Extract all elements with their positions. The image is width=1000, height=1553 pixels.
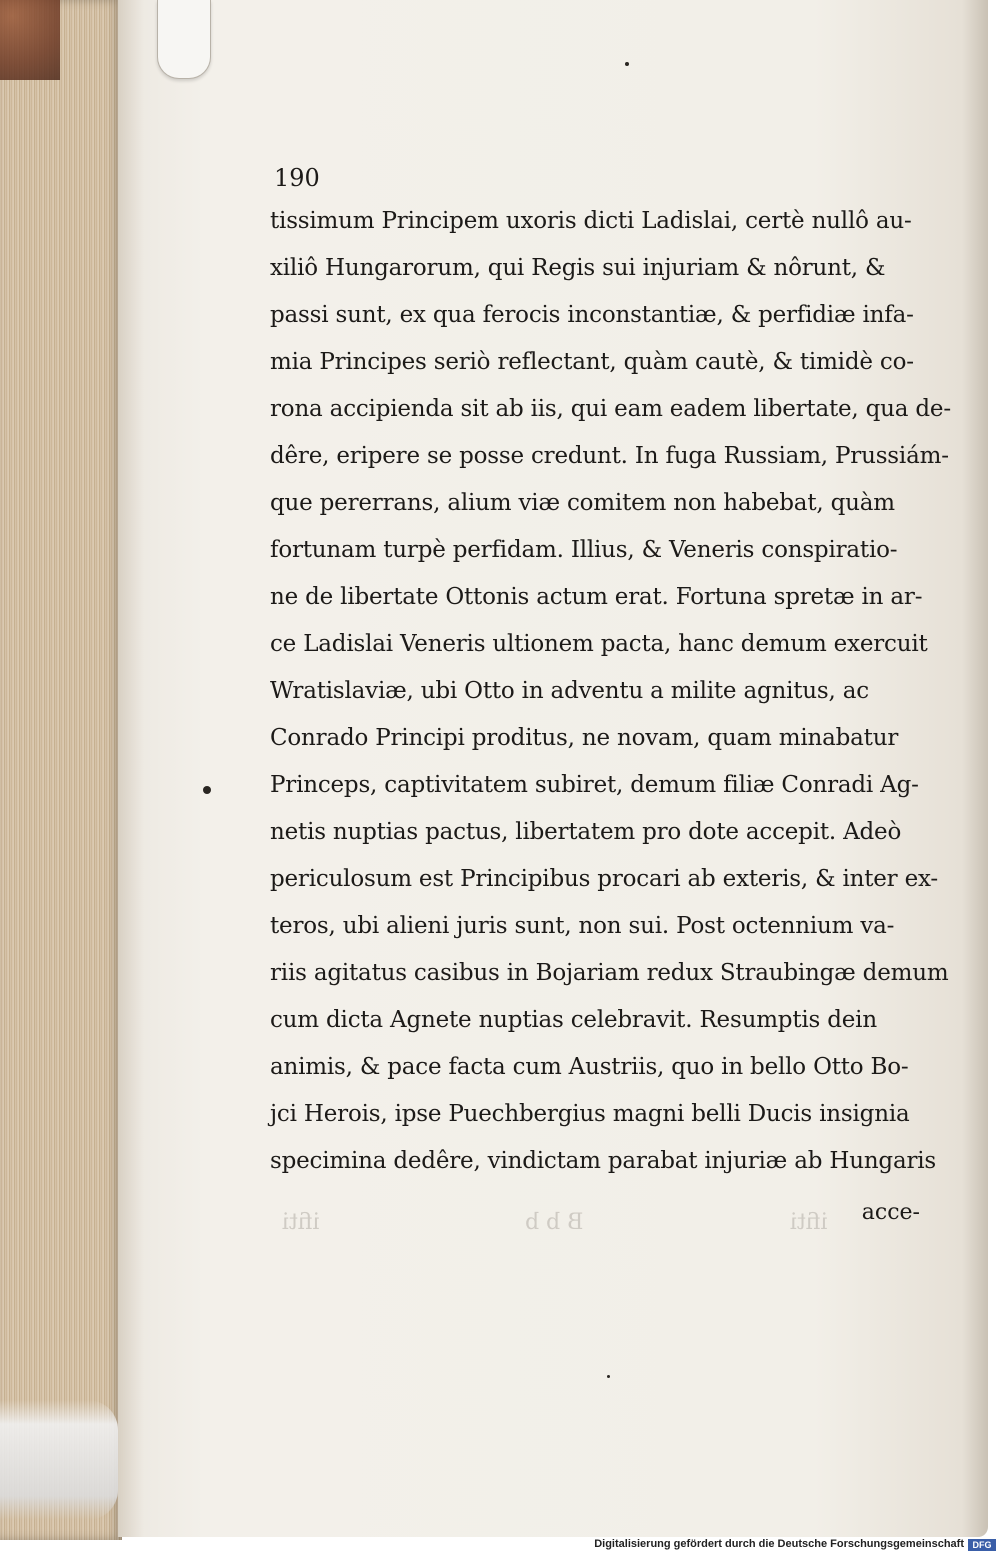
- text-line: que pererrans, alium viæ comitem non habebat, quàm: [270, 490, 895, 516]
- bleed-through-text: ifiti: [790, 1210, 828, 1235]
- text-line: cum dicta Agnete nuptias celebravit. Resumptis dein: [270, 1007, 877, 1033]
- dfg-logo: DFG: [968, 1539, 996, 1551]
- text-line: passi sunt, ex qua ferocis inconstantiæ, & perfidiæ infa-: [270, 302, 914, 328]
- text-line: Conrado Principi proditus, ne novam, quam minabatur: [270, 725, 899, 751]
- page-number: 190: [274, 164, 320, 192]
- book-page-edges: [0, 0, 122, 1540]
- ink-speck: [625, 62, 629, 66]
- text-line: tissimum Principem uxoris dicti Ladislai, certè nullô au-: [270, 208, 912, 234]
- page-holder-strip: [0, 1400, 118, 1520]
- text-line: specimina dedêre, vindictam parabat injuriæ ab Hungaris: [270, 1148, 937, 1174]
- text-line: rona accipienda sit ab iis, qui eam eadem libertate, qua de-: [270, 396, 951, 422]
- bleed-through-text: B b b: [525, 1210, 584, 1235]
- text-line: jci Herois, ipse Puechbergius magni belli Ducis insignia: [270, 1101, 910, 1127]
- ink-speck: [203, 786, 211, 794]
- text-line: netis nuptias pactus, libertatem pro dote accepit. Adeò: [270, 819, 902, 845]
- text-line: mia Principes seriò reflectant, quàm cautè, & timidè co-: [270, 349, 914, 375]
- text-line: fortunam turpè perfidam. Illius, & Veneris conspiratio-: [270, 537, 898, 563]
- catchword: acce-: [861, 1200, 920, 1225]
- ink-speck: [607, 1375, 610, 1378]
- text-line: teros, ubi alieni juris sunt, non sui. Post octennium va-: [270, 913, 895, 939]
- text-line: ce Ladislai Veneris ultionem pacta, hanc demum exercuit: [270, 631, 928, 657]
- text-line: ne de libertate Ottonis actum erat. Fortuna spretæ in ar-: [270, 584, 923, 610]
- text-line: dêre, eripere se posse credunt. In fuga Russiam, Prussiám-: [270, 443, 949, 469]
- bleed-through-text: ifiti: [282, 1210, 320, 1235]
- page-tab-marker: [157, 0, 211, 79]
- text-line: Wratislaviæ, ubi Otto in adventu a milite agnitus, ac: [270, 678, 869, 704]
- book-cover-corner: [0, 0, 60, 80]
- text-line: xiliô Hungarorum, qui Regis sui injuriam & nôrunt, &: [270, 255, 886, 281]
- digitization-credit: Digitalisierung gefördert durch die Deutsche Forschungsgemeinschaft: [594, 1538, 964, 1550]
- text-line: periculosum est Principibus procari ab exteris, & inter ex-: [270, 866, 938, 892]
- text-line: animis, & pace facta cum Austriis, quo in bello Otto Bo-: [270, 1054, 909, 1080]
- text-block: [270, 158, 960, 1233]
- text-line: riis agitatus casibus in Bojariam redux Straubingæ demum: [270, 960, 949, 986]
- text-line: Princeps, captivitatem subiret, demum filiæ Conradi Ag-: [270, 772, 919, 798]
